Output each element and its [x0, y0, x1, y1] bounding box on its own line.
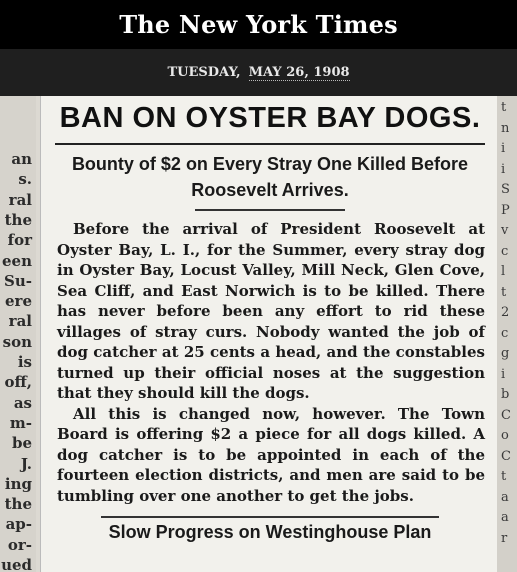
next-article-headline: Slow Progress on Westinghouse Plan: [108, 522, 432, 542]
column-fragment-text: off,: [4, 373, 32, 392]
date-link[interactable]: MAY 26, 1908: [248, 64, 350, 80]
column-fragment-text: t: [501, 284, 507, 300]
column-fragment-text: c: [501, 243, 509, 259]
column-fragment-text: the: [4, 210, 32, 229]
newspaper-scan: [0, 96, 517, 572]
divider: [195, 209, 345, 211]
column-fragment-text: c: [501, 325, 509, 341]
column-fragment-text: l: [501, 264, 506, 279]
column-fragment-text: the: [4, 495, 32, 514]
column-fragment-text: ral: [8, 190, 32, 209]
column-fragment-text: or-: [7, 535, 32, 554]
top-bar: [0, 0, 517, 49]
column-fragment-text: 2: [501, 305, 510, 320]
column-fragment-text: ing: [4, 474, 32, 493]
column-fragment-text: t: [501, 100, 507, 115]
column-fragment-text: ere: [5, 292, 32, 311]
column-fragment-text: C: [501, 448, 511, 464]
column-fragment-text: son: [2, 332, 32, 351]
column-fragment-text: r: [501, 530, 508, 546]
column-fragment-text: b: [501, 387, 510, 402]
column-fragment-text: an: [11, 150, 32, 168]
masthead-logo[interactable]: The New York Times: [119, 10, 398, 39]
column-fragment-text: C: [501, 407, 511, 423]
column-fragment-text: a: [501, 510, 509, 525]
column-fragment-text: n: [501, 120, 510, 136]
column-fragment-text: i: [501, 161, 506, 177]
column-fragment-text: Su-: [4, 271, 32, 290]
column-fragment-text: J.: [20, 454, 32, 473]
left-column-fragment: [0, 96, 36, 572]
divider: [101, 516, 439, 518]
column-fragment-text: m-: [9, 413, 32, 432]
right-column-fragment: [497, 96, 517, 572]
column-fragment-text: for: [7, 231, 32, 250]
day-of-week: TUESDAY,: [167, 65, 241, 80]
article-headline: BAN ON OYSTER BAY DOGS.: [59, 102, 481, 134]
column-fragment-text: i: [501, 141, 506, 156]
article-clipping: [40, 96, 500, 572]
date-bar: [0, 49, 517, 96]
column-fragment-text: g: [501, 346, 510, 361]
column-fragment-text: s.: [18, 170, 32, 189]
column-fragment-text: as: [13, 393, 32, 412]
article-paragraph: Before the arrival of President Roosevelt at Oyster Bay, L. I., for the Summer, every stray dog in Oyster Bay, Locust Valley, Mill Neck, Glen Cove, Sea Cliff, and East Norwich is to be killed. There has never before been any effort to rid these villages of stray curs. Nobody wanted the job of dog catcher at 25 cents a head, and the constables turned up their official noses at the suggestion that they should kill the dogs.: [57, 220, 485, 402]
column-fragment-text: t: [501, 469, 507, 484]
column-fragment-text: S: [501, 182, 510, 197]
column-fragment-text: ued: [1, 556, 32, 572]
divider: [55, 143, 485, 145]
article-paragraph: All this is changed now, however. The Town Board is offering $2 a piece for all dogs killed. A dog catcher is to be appointed in each of the fourteen election districts, and men are said to be tumbling over one another to get the jobs.: [57, 404, 485, 505]
column-fragment-text: i: [501, 366, 506, 382]
column-fragment-text: ral: [8, 312, 32, 331]
column-fragment-text: be: [11, 434, 32, 453]
column-fragment-text: v: [501, 223, 509, 238]
column-fragment-text: a: [501, 489, 509, 505]
column-fragment-text: ap-: [5, 515, 32, 534]
article-subhead: Bounty of $2 on Every Stray One Killed Before Roosevelt Arrives.: [71, 154, 469, 200]
article-body: [41, 219, 499, 506]
column-fragment-text: is: [17, 353, 32, 371]
column-fragment-text: een: [2, 251, 32, 270]
column-fragment-text: P: [501, 202, 510, 218]
column-fragment-text: o: [501, 428, 509, 443]
